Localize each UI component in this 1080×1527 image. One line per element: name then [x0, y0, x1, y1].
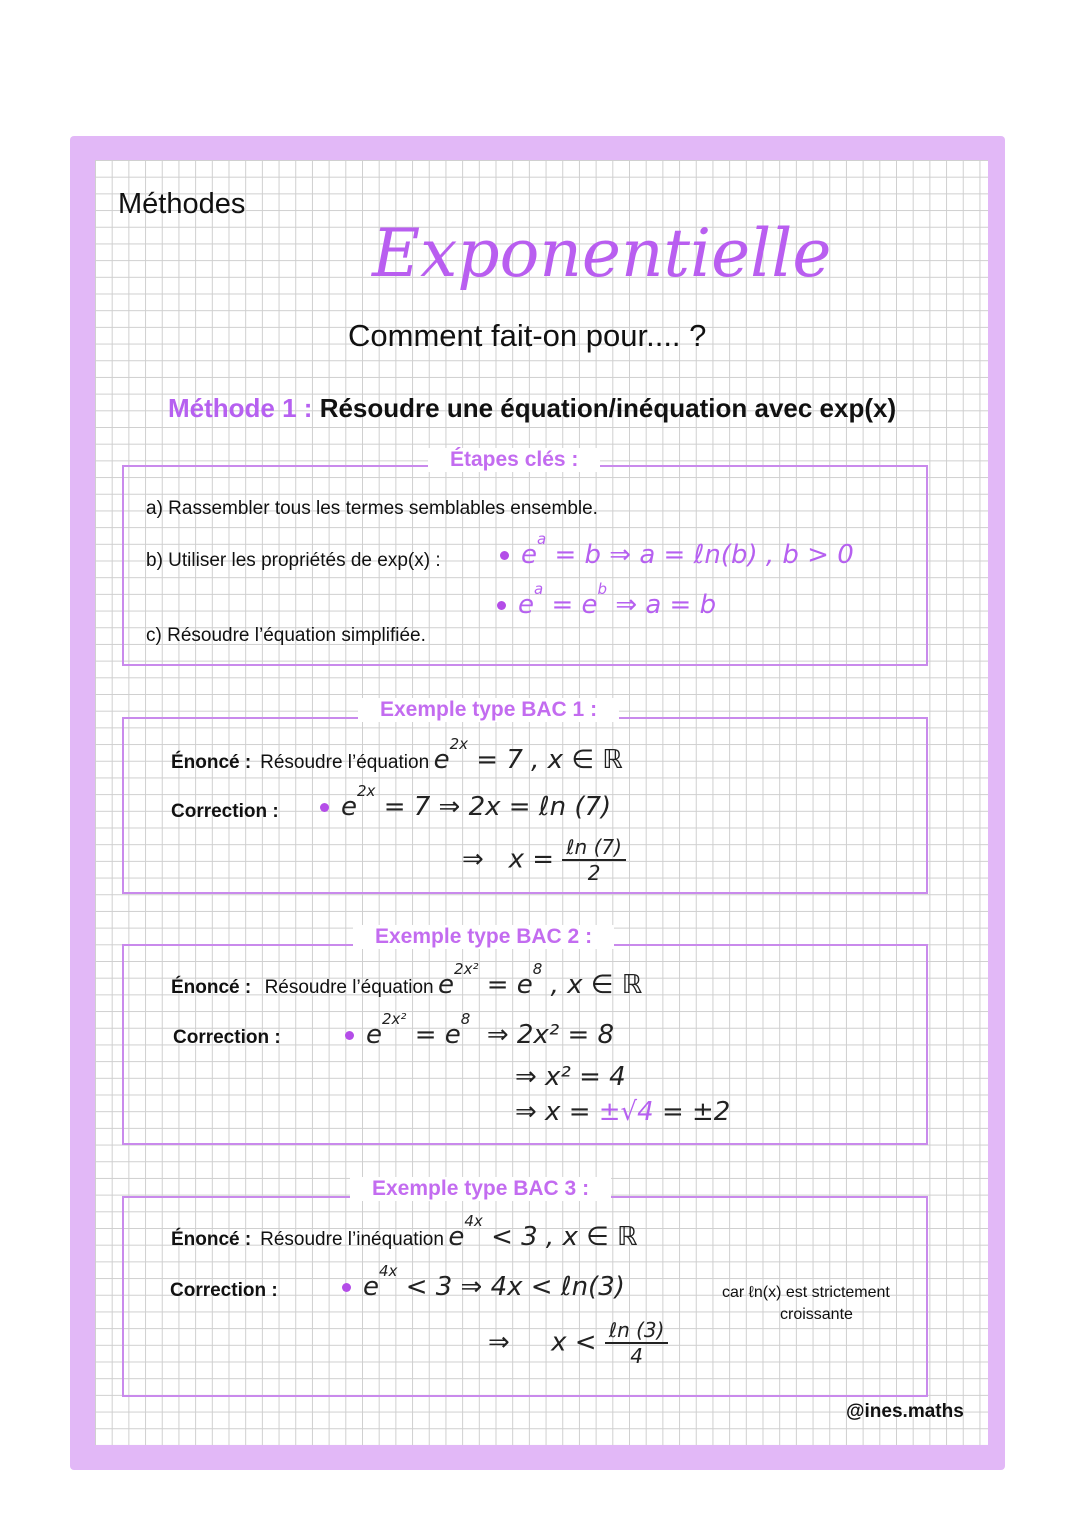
bullet-icon: [497, 601, 506, 610]
bullet-icon: [345, 1031, 354, 1040]
property-2: $e^a = e^b$ ⇒ a = b: [497, 590, 716, 620]
method-heading: Méthode 1 : Résoudre une équation/inéquation avec exp(x): [168, 393, 897, 423]
subtitle: Comment fait-on pour.... ?: [348, 318, 707, 353]
example-1-line-1: $e^{2x} = 7$ ⇒ 2x = ℓn (7): [320, 792, 611, 822]
example-2-line-2: ⇒ x² = 4: [515, 1062, 626, 1092]
example-3-label: Exemple type BAC 3 :: [350, 1177, 611, 1201]
step-b: b) Utiliser les propriétés de exp(x) :: [146, 550, 441, 571]
example-2-statement: Énoncé : Résoudre l’équation $e^{2x^2} = e^8$ , x ∈ ℝ: [171, 960, 643, 1000]
example-3-line-1: $e^{4x} < 3$ ⇒ 4x < ℓn(3): [342, 1272, 625, 1302]
example-3-line-2: ⇒ x < $\frac{\text{ℓn (3)}}{4}$: [488, 1318, 668, 1368]
section-label: Méthodes: [118, 188, 246, 220]
author-credit: @ines.maths: [846, 1401, 964, 1422]
example-1-correction-label: Correction :: [171, 801, 279, 822]
example-3-note-2: croissante: [780, 1306, 853, 1323]
example-3-statement: Énoncé : Résoudre l’inéquation $e^{4x} < 3$ , x ∈ ℝ: [171, 1212, 638, 1252]
step-a: a) Rassembler tous les termes semblables ensemble.: [146, 498, 598, 519]
step-c: c) Résoudre l’équation simplifiée.: [146, 625, 426, 646]
example-1-line-2: ⇒ x = $\frac{\text{ℓn (7)}}{2}$: [462, 835, 626, 885]
example-2-label: Exemple type BAC 2 :: [353, 925, 614, 949]
steps-label: Étapes clés :: [428, 448, 600, 472]
example-2-line-1: $e^{2x^2} = e^8$ ⇒ 2x² = 8: [345, 1020, 614, 1050]
bullet-icon: [320, 803, 329, 812]
bullet-icon: [500, 551, 509, 560]
example-3-correction-label: Correction :: [170, 1280, 278, 1301]
example-1-statement: Énoncé : Résoudre l’équation $e^{2x} = 7$ , x ∈ ℝ: [171, 735, 623, 775]
example-3-note: car ℓn(x) est strictement: [722, 1284, 890, 1301]
example-2-correction-label: Correction :: [173, 1027, 281, 1048]
example-1-label: Exemple type BAC 1 :: [358, 698, 619, 722]
example-2-line-3: ⇒ x = ±√4 = ±2: [515, 1097, 731, 1127]
bullet-icon: [342, 1283, 351, 1292]
property-1: $e^a = b$ ⇒ a = ℓn(b) , b > 0: [500, 540, 854, 570]
page-title: Exponentielle: [372, 215, 832, 292]
